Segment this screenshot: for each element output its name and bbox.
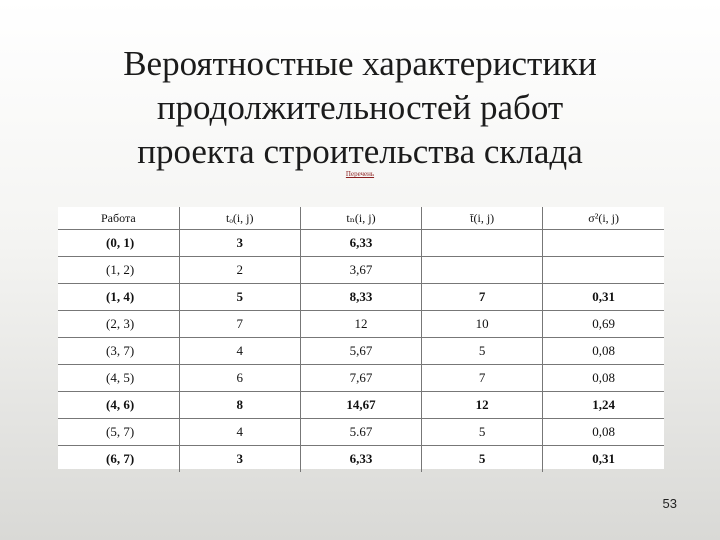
cell-t-mean: 10 — [422, 311, 543, 338]
cell-t-pessimistic: 5.67 — [300, 419, 421, 446]
cell-t-optimistic: 3 — [179, 446, 300, 473]
page-number: 53 — [662, 496, 677, 511]
cell-t-mean: 5 — [422, 338, 543, 365]
table-row — [58, 257, 664, 284]
table-row — [58, 284, 664, 311]
cell-variance: 0,31 — [543, 446, 664, 473]
slide-title — [60, 42, 660, 174]
table-row — [58, 311, 664, 338]
header-t-pessimistic: tₙ(i, j) — [300, 207, 421, 230]
cell-t-optimistic: 3 — [179, 230, 300, 257]
cell-work: (2, 3) — [58, 311, 179, 338]
title-line-3: проекта строительства склада — [137, 132, 583, 171]
cell-work: (5, 7) — [58, 419, 179, 446]
cell-variance: 0,31 — [543, 284, 664, 311]
cell-t-mean: 5 — [422, 419, 543, 446]
cell-t-pessimistic: 12 — [300, 311, 421, 338]
cell-work: (3, 7) — [58, 338, 179, 365]
header-work: Работа — [58, 207, 179, 230]
cell-work: (1, 2) — [58, 257, 179, 284]
cell-variance: 0,08 — [543, 365, 664, 392]
cell-t-pessimistic: 5,67 — [300, 338, 421, 365]
cell-t-optimistic: 6 — [179, 365, 300, 392]
cell-t-mean: 7 — [422, 284, 543, 311]
cell-variance — [543, 230, 664, 257]
cell-work: (1, 4) — [58, 284, 179, 311]
cell-t-optimistic: 5 — [179, 284, 300, 311]
title-line-2: продолжительностей работ — [156, 88, 564, 127]
table-row — [58, 338, 664, 365]
header-t-optimistic: tₒ(i, j) — [179, 207, 300, 230]
cell-t-pessimistic: 7,67 — [300, 365, 421, 392]
table-header-row — [58, 207, 664, 230]
header-variance: σ²(i, j) — [543, 207, 664, 230]
cell-variance: 0,08 — [543, 419, 664, 446]
title-line-1: Вероятностные характеристики — [123, 44, 597, 83]
header-t-mean: t̄(i, j) — [422, 207, 543, 230]
cell-work: (6, 7) — [106, 451, 135, 466]
cell-t-mean: 12 — [422, 392, 543, 419]
cell-t-optimistic: 4 — [179, 419, 300, 446]
durations-table — [58, 207, 664, 472]
table-row — [58, 392, 664, 419]
cell-t-mean — [422, 230, 543, 257]
table-row — [58, 230, 664, 257]
cell-variance — [543, 257, 664, 284]
cell-t-mean — [422, 257, 543, 284]
durations-table-container — [58, 207, 664, 469]
list-link[interactable]: Перечень — [345, 170, 375, 178]
cell-t-optimistic: 8 — [179, 392, 300, 419]
cell-variance: 0,08 — [543, 338, 664, 365]
table-row — [58, 419, 664, 446]
cell-t-pessimistic: 3,67 — [300, 257, 421, 284]
cell-t-optimistic: 7 — [179, 311, 300, 338]
cell-work: (4, 5) — [58, 365, 179, 392]
table-body — [58, 230, 664, 473]
cell-work: (0, 1) — [58, 230, 179, 257]
cell-t-optimistic: 2 — [179, 257, 300, 284]
cell-variance: 1,24 — [543, 392, 664, 419]
cell-variance: 0,69 — [543, 311, 664, 338]
cell-t-pessimistic: 14,67 — [300, 392, 421, 419]
table-row — [58, 365, 664, 392]
cell-t-pessimistic: 8,33 — [300, 284, 421, 311]
cell-t-mean: 5 — [422, 446, 543, 473]
cell-t-mean: 7 — [422, 365, 543, 392]
table-row — [58, 446, 664, 473]
cell-t-optimistic: 4 — [179, 338, 300, 365]
cell-t-pessimistic: 6,33 — [300, 230, 421, 257]
cell-work: (4, 6) — [58, 392, 179, 419]
cell-t-pessimistic: 6,33 — [300, 446, 421, 473]
